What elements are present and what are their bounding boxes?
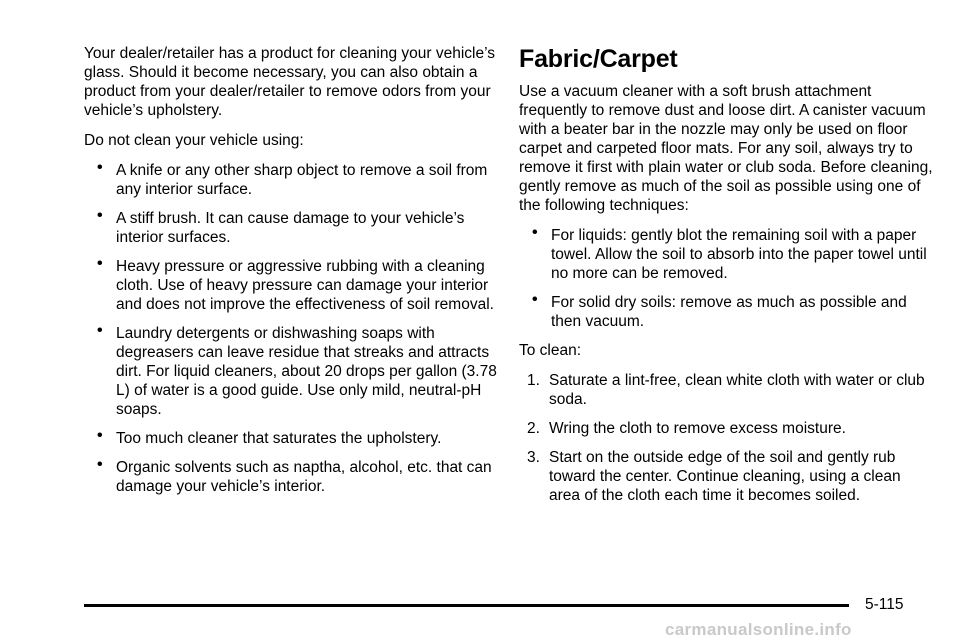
list-item-text: Organic solvents such as naptha, alcohol, etc. that can damage your vehicle’s interior. — [116, 459, 492, 495]
right-column — [519, 44, 934, 515]
page-number: 5-115 — [865, 596, 904, 613]
list-item — [84, 209, 504, 247]
list-item — [84, 458, 504, 496]
step-text: Saturate a lint-free, clean white cloth with water or club soda. — [549, 372, 925, 408]
list-item — [84, 429, 504, 448]
do-not-clean-list — [84, 161, 504, 496]
fabric-intro-paragraph: Use a vacuum cleaner with a soft brush attachment frequently to remove dust and loose dirt. A canister vacuum with a beater bar in the nozzle may only be used on floor carpet and carpeted floor mats. For any soil, always try to remove it first with plain water or club soda. Before cleaning, gently remove as much of the soil as possible using one of the following techniques: — [519, 83, 933, 214]
list-item — [84, 257, 504, 314]
to-clean-lead: To clean: — [519, 342, 582, 359]
step-number: 3. — [527, 449, 540, 466]
step-number: 2. — [527, 420, 540, 437]
step-item — [519, 448, 934, 505]
watermark: carmanualsonline.info — [665, 620, 852, 639]
step-text: Start on the outside edge of the soil and gently rub toward the center. Continue cleaning, using a clean area of the cloth each time it becomes soiled. — [549, 449, 901, 504]
list-item-text: Too much cleaner that saturates the upholstery. — [116, 430, 442, 447]
list-item — [84, 161, 504, 199]
step-number: 1. — [527, 372, 540, 389]
bullet-icon: • — [97, 207, 103, 224]
bullet-icon: • — [97, 159, 103, 176]
step-text: Wring the cloth to remove excess moisture. — [549, 420, 846, 437]
left-intro-paragraph: Your dealer/retailer has a product for cleaning your vehicle’s glass. Should it become necessary, you can also obtain a product from your dealer/retailer to remove odors from your vehicle’s upholstery. — [84, 45, 495, 119]
list-item-text: A knife or any other sharp object to remove a soil from any interior surface. — [116, 162, 488, 198]
bullet-icon: • — [532, 224, 538, 241]
bullet-icon: • — [532, 291, 538, 308]
section-heading: Fabric/Carpet — [519, 45, 678, 73]
left-column — [84, 44, 504, 506]
list-item-text: Heavy pressure or aggressive rubbing with a cleaning cloth. Use of heavy pressure can damage your interior and does not improve the effectiveness of soil removal. — [116, 258, 494, 313]
bullet-icon: • — [97, 456, 103, 473]
list-item-text: A stiff brush. It can cause damage to your vehicle’s interior surfaces. — [116, 210, 465, 246]
step-item — [519, 371, 934, 409]
list-item-text: For liquids: gently blot the remaining soil with a paper towel. Allow the soil to absorb into the paper towel until no more can be removed. — [551, 227, 927, 282]
list-item — [84, 324, 504, 419]
technique-list — [519, 226, 934, 331]
list-item-text: For solid dry soils: remove as much as possible and then vacuum. — [551, 294, 907, 330]
bullet-icon: • — [97, 322, 103, 339]
cleaning-steps-list — [519, 371, 934, 505]
list-item — [519, 293, 934, 331]
do-not-clean-lead: Do not clean your vehicle using: — [84, 132, 304, 149]
bullet-icon: • — [97, 427, 103, 444]
step-item — [519, 419, 934, 438]
list-item-text: Laundry detergents or dishwashing soaps with degreasers can leave residue that streaks and attracts dirt. For liquid cleaners, about 20 drops per gallon (3.78 L) of water is a good guide. Use only mild, neutral-pH soaps. — [116, 325, 497, 418]
footer-rule — [84, 604, 849, 607]
bullet-icon: • — [97, 255, 103, 272]
list-item — [519, 226, 934, 283]
